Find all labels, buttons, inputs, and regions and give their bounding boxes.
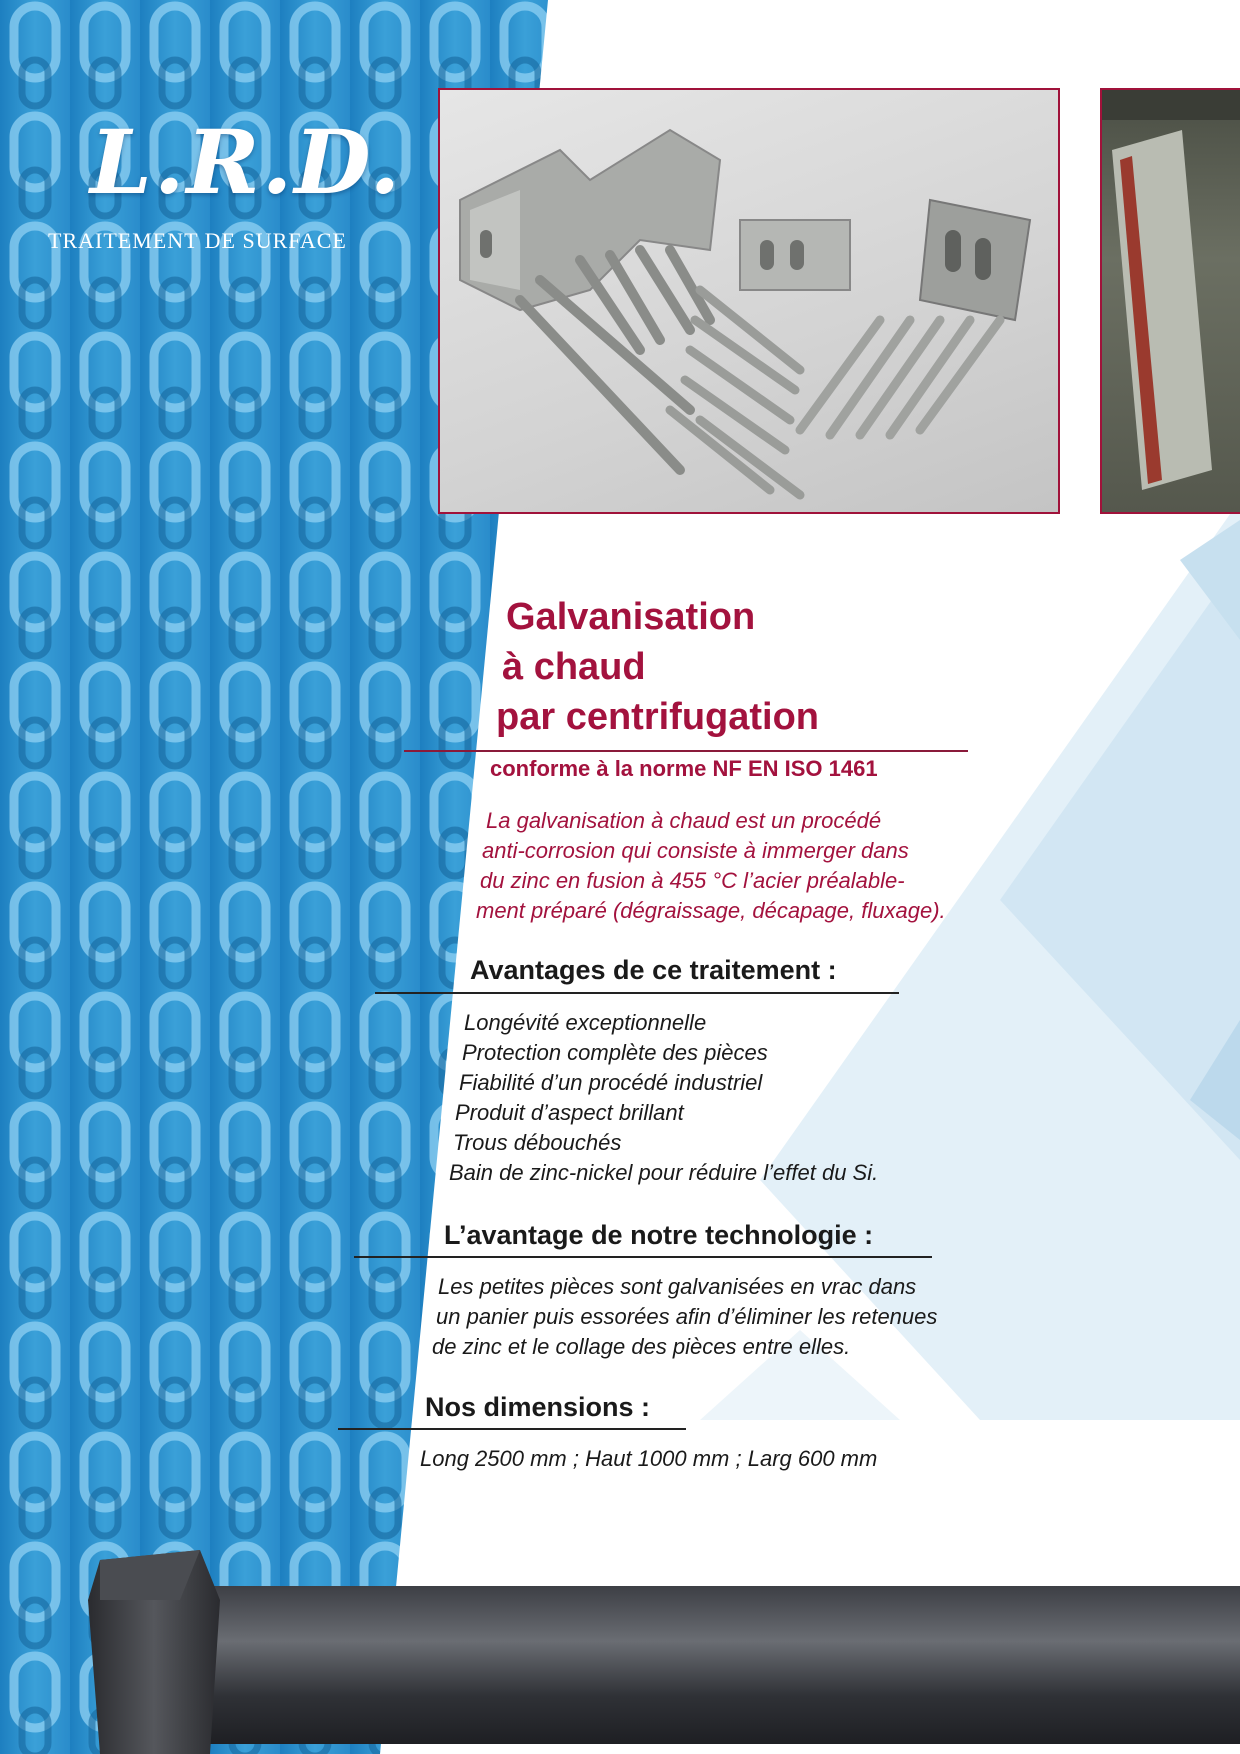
technology-heading: L’avantage de notre technologie : [444, 1220, 874, 1250]
intro-line-2: anti-corrosion qui consiste à immerger dans [482, 838, 909, 863]
advantages-heading: Avantages de ce traitement : [470, 955, 837, 985]
galvanized-beam-photo [1100, 88, 1240, 514]
galvanized-parts-photo [438, 88, 1060, 514]
black-bolt-image [0, 1540, 1240, 1754]
technology-line-1: Les petites pièces sont galvanisées en vrac dans [438, 1274, 917, 1299]
advantage-item: Protection complète des pièces [462, 1040, 768, 1065]
dimensions-divider [338, 1428, 686, 1430]
technology-divider [354, 1256, 932, 1258]
advantage-item: Bain de zinc-nickel pour réduire l’effet du Si. [449, 1160, 879, 1185]
intro-line-3: du zinc en fusion à 455 °C l’acier préalable- [480, 868, 905, 893]
intro-line-1: La galvanisation à chaud est un procédé [486, 808, 882, 833]
intro-line-4: ment préparé (dégraissage, décapage, fluxage). [476, 898, 946, 923]
dimensions-heading: Nos dimensions : [425, 1392, 651, 1422]
company-logo [40, 110, 410, 260]
technology-line-3: de zinc et le collage des pièces entre elles. [432, 1334, 851, 1359]
title-divider [404, 750, 968, 752]
logo-tagline: TRAITEMENT DE SURFACE [48, 228, 347, 253]
advantages-divider [375, 992, 899, 994]
technology-line-2: un panier puis essorées afin d’éliminer les retenues [436, 1304, 938, 1329]
advantage-item: Fiabilité d’un procédé industriel [459, 1070, 763, 1095]
advantage-item: Longévité exceptionnelle [464, 1010, 707, 1035]
advantage-item: Trous débouchés [453, 1130, 622, 1155]
advantage-item: Produit d’aspect brillant [455, 1100, 684, 1125]
title-line-3: par centrifugation [496, 696, 820, 738]
galvanized-parts-illustration [440, 90, 1058, 512]
dimensions-text: Long 2500 mm ; Haut 1000 mm ; Larg 600 mm [420, 1446, 878, 1471]
galvanized-beam-illustration [1102, 90, 1240, 512]
logo-mark: L.R.D. [90, 110, 403, 214]
title-line-2: à chaud [502, 646, 646, 688]
title-line-1: Galvanisation [506, 596, 756, 638]
norm-reference: conforme à la norme NF EN ISO 1461 [490, 756, 878, 781]
